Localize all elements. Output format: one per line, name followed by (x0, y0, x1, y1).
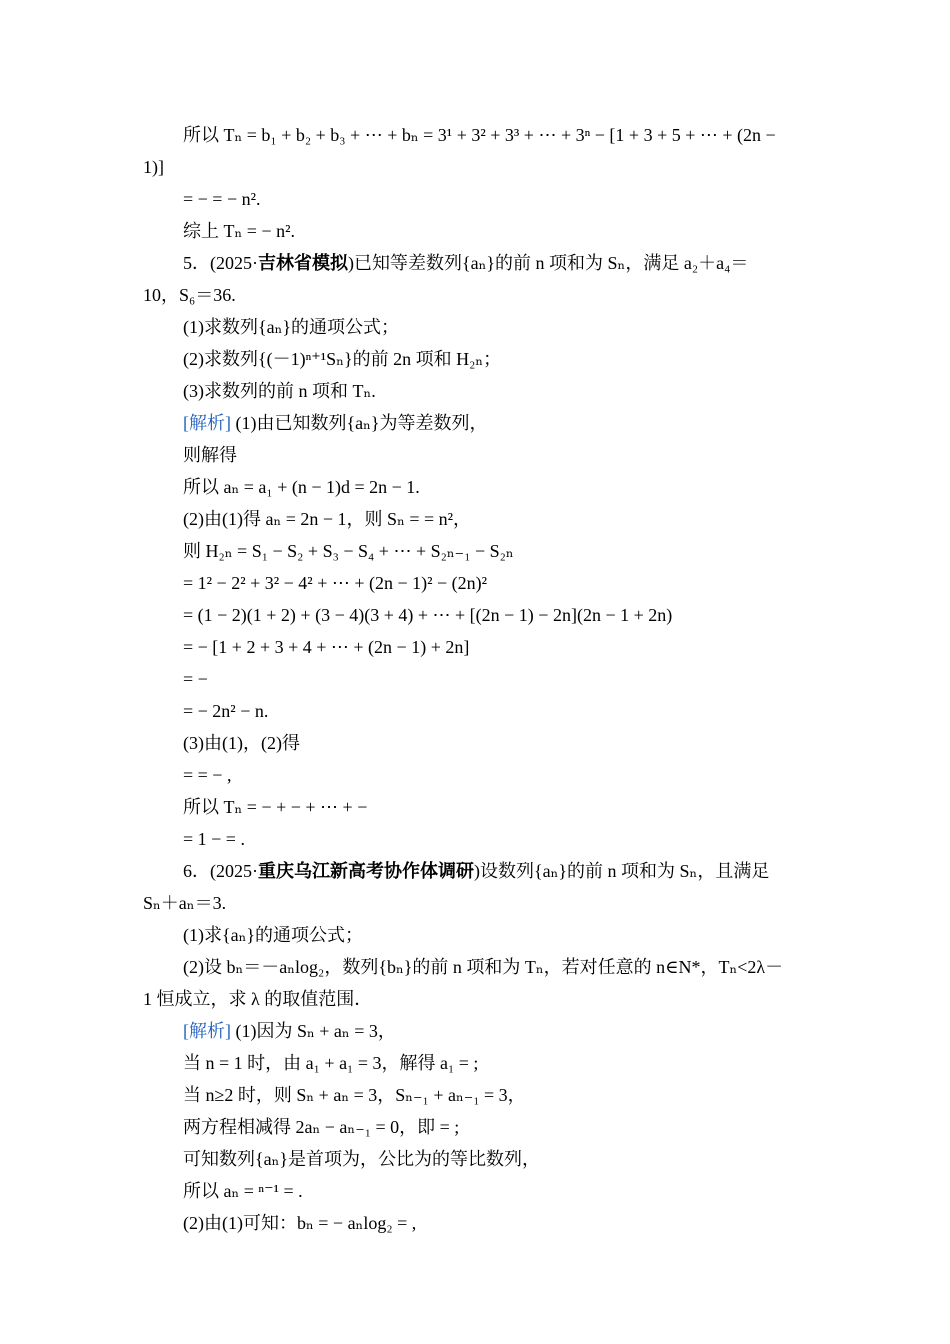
solution-line: 当 n = 1 时，由 a₁ + a₁ = 3，解得 a₁ = ; (183, 1053, 479, 1073)
solution-line: 当 n≥2 时，则 Sₙ + aₙ = 3，Sₙ₋₁ + aₙ₋₁ = 3， (183, 1085, 526, 1105)
question-5-number: 5．(2025· (183, 253, 258, 273)
question-5-stem-text: )已知等差数列{aₙ}的前 n 项和为 Sₙ，满足 a₂＋a₄＝ (348, 253, 749, 273)
question-6-part-1: (1)求{aₙ}的通项公式； (183, 925, 364, 945)
solution-line: (2)由(1)可知：bₙ = − aₙlog₂ = , (183, 1213, 417, 1233)
question-5-part-3: (3)求数列的前 n 项和 Tₙ. (183, 381, 376, 401)
question-6-solution-start (183, 1019, 396, 1043)
question-6-stem (183, 859, 769, 883)
text-line: 所以 Tₙ = b₁ + b₂ + b₃ + ⋯ + bₙ = 3¹ + 3² + 3³ + ⋯ + 3ⁿ − [1 + 3 + 5 + ⋯ + (2n − (183, 125, 776, 145)
question-6-part-2-cont: 1 恒成立，求 λ 的取值范围． (143, 989, 373, 1009)
solution-line: (3)由(1)，(2)得 (183, 733, 300, 753)
solution-line: = − [1 + 2 + 3 + 4 + ⋯ + (2n − 1) + 2n] (183, 637, 470, 657)
analysis-tag: [解析] (183, 1021, 231, 1041)
solution-line: 两方程相减得 2aₙ − aₙ₋₁ = 0，即 = ; (183, 1117, 460, 1137)
solution-line: 可知数列{aₙ}是首项为，公比为的等比数列， (183, 1149, 541, 1169)
question-6-stem-cont: Sₙ＋aₙ＝3. (143, 893, 227, 913)
question-5-part-1: (1)求数列{aₙ}的通项公式； (183, 317, 400, 337)
solution-line: = 1 − = . (183, 829, 245, 849)
text-line: 1)] (143, 157, 164, 177)
solution-line: 所以 aₙ = ⁿ⁻¹ = . (183, 1181, 303, 1201)
solution-line: 所以 aₙ = a₁ + (n − 1)d = 2n − 1. (183, 477, 420, 497)
solution-line: 则解得 (183, 445, 237, 465)
question-6-part-2: (2)设 bₙ＝－aₙlog₂，数列{bₙ}的前 n 项和为 Tₙ，若对任意的 n∈N*，Tₙ<2λ－ (183, 957, 784, 977)
solution-text: (1)由已知数列{aₙ}为等差数列， (231, 413, 488, 433)
question-6-source: 重庆乌江新高考协作体调研 (258, 861, 474, 881)
solution-line: 所以 Tₙ = − + − + ⋯ + − (183, 797, 368, 817)
question-6-number: 6．(2025· (183, 861, 258, 881)
question-5-source: 吉林省模拟 (258, 253, 348, 273)
solution-line: = = − , (183, 765, 232, 785)
solution-text: (1)因为 Sₙ + aₙ = 3， (231, 1021, 396, 1041)
solution-line: (2)由(1)得 aₙ = 2n − 1，则 Sₙ = = n²， (183, 509, 472, 529)
solution-line: = (1 − 2)(1 + 2) + (3 − 4)(3 + 4) + ⋯ + [(2n − 1) − 2n](2n − 1 + 2n) (183, 605, 673, 625)
question-5-part-2: (2)求数列{(－1)ⁿ⁺¹Sₙ}的前 2n 项和 H₂ₙ； (183, 349, 502, 369)
question-5-stem (183, 251, 748, 275)
question-5-stem-cont: 10，S₆＝36. (143, 285, 236, 305)
solution-line: 则 H₂ₙ = S₁ − S₂ + S₃ − S₄ + ⋯ + S₂ₙ₋₁ − S₂ₙ (183, 541, 514, 561)
question-6-stem-text: )设数列{aₙ}的前 n 项和为 Sₙ，且满足 (474, 861, 770, 881)
text-line: 综上 Tₙ = − n². (183, 221, 295, 241)
solution-line: = − 2n² − n. (183, 701, 269, 721)
solution-line: = 1² − 2² + 3² − 4² + ⋯ + (2n − 1)² − (2n)² (183, 573, 488, 593)
solution-line: = − (183, 669, 208, 689)
analysis-tag: [解析] (183, 413, 231, 433)
text-line: = − = − n². (183, 189, 261, 209)
question-5-solution-start (183, 411, 488, 435)
